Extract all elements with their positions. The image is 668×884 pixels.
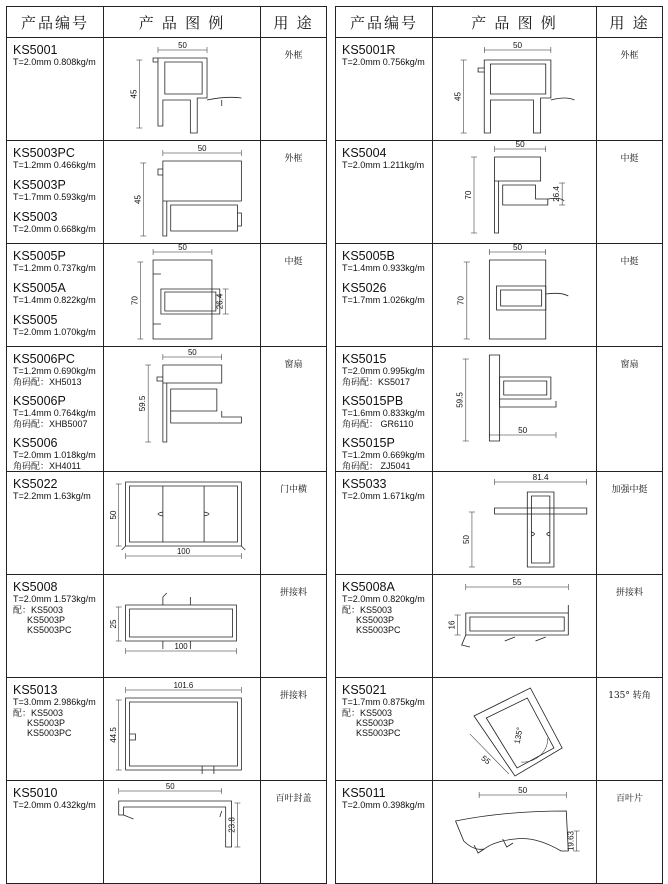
product-row [336, 244, 663, 347]
product-use: 中挺 [597, 141, 663, 244]
dimension-label: 101.6 [173, 680, 194, 691]
mate-profile: 配：KS5003 [13, 708, 64, 718]
product-spec: T=2.0mm 1.573kg/m [13, 594, 96, 604]
dimension-label: 45 [453, 92, 463, 101]
product-code: KS5015PB [342, 394, 404, 408]
product-spec: T=1.4mm 0.822kg/m [13, 295, 96, 305]
corner-piece-note: 角码配：KS5017 [342, 377, 411, 387]
profile-drawing [104, 781, 261, 884]
product-code-cell [336, 347, 433, 472]
dimension-label: 135° [512, 726, 525, 745]
dimension-label: 50 [178, 40, 187, 51]
product-spec: T=1.2mm 0.737kg/m [13, 263, 96, 273]
product-use: 135° 转角 [597, 678, 663, 781]
dimension-label: 55 [479, 753, 493, 767]
profile-cross-section [104, 575, 261, 677]
product-spec: T=1.6mm 0.833kg/m [342, 408, 425, 418]
dimension-label: 19.63 [566, 830, 576, 852]
header-figure: 产 品 图 例 [104, 7, 261, 38]
product-row [336, 347, 663, 472]
product-spec: T=1.7mm 1.026kg/m [342, 295, 425, 305]
dimension-label: 50 [518, 786, 528, 795]
dimension-label: 50 [512, 41, 523, 50]
mate-profile: 配：KS5003 [13, 605, 64, 615]
dimension-label: 50 [461, 535, 471, 544]
product-row [7, 141, 327, 244]
product-use: 窗扇 [261, 347, 327, 472]
product-use: 中挺 [261, 244, 327, 347]
product-spec: T=3.0mm 2.986kg/m [13, 697, 96, 707]
dimension-label: 55 [512, 578, 522, 587]
dimension-label: 81.4 [532, 473, 549, 482]
dimension-label: 100 [176, 546, 191, 557]
product-spec: T=1.4mm 0.933kg/m [342, 263, 425, 273]
product-code: KS5008A [342, 580, 395, 594]
dimension-label: 16 [447, 620, 457, 630]
product-code-cell [7, 678, 104, 781]
product-code-cell [7, 781, 104, 884]
product-row [7, 472, 327, 575]
product-row [7, 781, 327, 884]
product-code-cell [336, 244, 433, 347]
product-row [7, 678, 327, 781]
product-row [336, 38, 663, 141]
dimension-label: 70 [456, 296, 466, 305]
product-code: KS5005A [13, 281, 66, 295]
profile-drawing [104, 141, 261, 244]
dimension-label: 25 [108, 619, 118, 629]
product-spec: T=2.0mm 0.756kg/m [342, 57, 425, 67]
product-use: 拼接料 [597, 575, 663, 678]
profile-drawing [433, 38, 597, 141]
product-row [336, 472, 663, 575]
profile-cross-section [433, 781, 597, 883]
mate-profile: KS5003PC [356, 625, 401, 635]
product-code: KS5005P [13, 249, 66, 263]
product-code: KS5003 [13, 210, 58, 224]
header-use: 用 途 [597, 7, 663, 38]
product-code: KS5010 [13, 786, 58, 800]
mate-profile: 配：KS5003 [342, 605, 393, 615]
mate-profile: 配：KS5003 [342, 708, 393, 718]
profile-drawing [433, 472, 597, 575]
product-code-cell [336, 141, 433, 244]
dimension-label: 50 [187, 347, 197, 358]
dimension-label: 59.5 [138, 395, 148, 412]
profile-drawing [104, 678, 261, 781]
product-code-cell [7, 347, 104, 472]
product-code: KS5005 [13, 313, 58, 327]
profile-cross-section [433, 347, 597, 449]
product-use: 拼接料 [261, 678, 327, 781]
product-row [7, 244, 327, 347]
mate-profile: KS5003P [27, 718, 66, 728]
product-code-cell [336, 472, 433, 575]
profile-drawing [433, 141, 597, 244]
mate-profile: KS5003P [356, 718, 395, 728]
product-row [336, 678, 663, 781]
product-code: KS5006 [13, 436, 58, 450]
profile-cross-section [104, 678, 261, 780]
dimension-label: 50 [512, 244, 523, 252]
dimension-label: 45 [129, 89, 139, 99]
profile-cross-section [104, 38, 261, 140]
profile-drawing [433, 347, 597, 472]
product-spec: T=2.0mm 1.018kg/m [13, 450, 96, 460]
product-use: 外框 [597, 38, 663, 141]
product-spec: T=1.2mm 0.690kg/m [13, 366, 96, 376]
product-row [7, 575, 327, 678]
product-code: KS5015P [342, 436, 395, 450]
product-code: KS5022 [13, 477, 58, 491]
product-use: 外框 [261, 38, 327, 141]
right-product-table [335, 6, 663, 884]
profile-cross-section [433, 244, 597, 346]
profile-cross-section [104, 347, 261, 449]
product-code: KS5021 [342, 683, 387, 697]
product-spec: T=2.0mm 0.995kg/m [342, 366, 425, 376]
product-code: KS5013 [13, 683, 58, 697]
product-code: KS5011 [342, 786, 386, 800]
profile-drawing [104, 472, 261, 575]
corner-piece-note: 角码配： GR6110 [342, 419, 414, 429]
product-use: 门中横 [261, 472, 327, 575]
product-spec: T=2.2mm 1.63kg/m [13, 491, 91, 501]
dimension-label: 50 [108, 510, 118, 520]
product-row [336, 781, 663, 884]
header-use: 用 途 [261, 7, 327, 38]
profile-cross-section [104, 244, 261, 346]
product-spec: T=2.0mm 0.432kg/m [13, 800, 96, 810]
product-code-cell [336, 38, 433, 141]
dimension-label: 70 [130, 296, 140, 305]
profile-cross-section [104, 781, 261, 883]
header-figure: 产 品 图 例 [433, 7, 597, 38]
product-row [336, 141, 663, 244]
product-code-cell [7, 244, 104, 347]
product-use: 百叶片 [597, 781, 663, 884]
product-use: 加强中挺 [597, 472, 663, 575]
profile-cross-section [433, 38, 597, 140]
product-spec: T=2.0mm 1.070kg/m [13, 327, 96, 337]
profile-cross-section [433, 575, 597, 677]
product-spec: T=1.7mm 0.875kg/m [342, 697, 425, 707]
profile-cross-section [433, 141, 597, 243]
product-row [7, 347, 327, 472]
product-code: KS5001 [13, 43, 58, 57]
profile-cross-section [104, 141, 261, 243]
corner-piece-note: 角码配： ZJ5041 [342, 461, 411, 471]
mate-profile: KS5003PC [27, 625, 72, 635]
product-spec: T=2.0mm 0.398kg/m [342, 800, 425, 810]
corner-piece-note: 角码配：XH4011 [13, 461, 81, 471]
product-spec: T=1.2mm 0.466kg/m [13, 160, 96, 170]
dimension-label: 50 [518, 426, 528, 435]
product-row [7, 38, 327, 141]
product-code-cell [7, 141, 104, 244]
profile-drawing [433, 575, 597, 678]
product-code-cell [7, 38, 104, 141]
product-spec: T=1.7mm 0.593kg/m [13, 192, 96, 202]
product-use: 窗扇 [597, 347, 663, 472]
product-spec: T=2.0mm 1.671kg/m [342, 491, 425, 501]
product-code-cell [7, 472, 104, 575]
dimension-label: 23.8 [227, 817, 237, 833]
product-code-cell [7, 575, 104, 678]
profile-drawing [104, 347, 261, 472]
product-spec: T=2.0mm 0.820kg/m [342, 594, 425, 604]
product-code: KS5005B [342, 249, 395, 263]
dimension-label: 44.5 [108, 727, 118, 743]
product-spec: T=2.0mm 0.808kg/m [13, 57, 96, 67]
corner-piece-note: 角码配：XHB5007 [13, 419, 88, 429]
header-code: 产品编号 [7, 7, 104, 38]
product-row [336, 575, 663, 678]
product-code: KS5001R [342, 43, 396, 57]
profile-drawing [433, 781, 597, 884]
dimension-label: 100 [174, 641, 188, 652]
mate-profile: KS5003P [356, 615, 395, 625]
profile-cross-section [433, 472, 597, 574]
product-code: KS5026 [342, 281, 387, 295]
product-code-cell [336, 781, 433, 884]
mate-profile: KS5003PC [356, 728, 401, 738]
profile-drawing [104, 244, 261, 347]
product-code: KS5006P [13, 394, 66, 408]
product-use: 百叶封盖 [261, 781, 327, 884]
product-code: KS5015 [342, 352, 387, 366]
dimension-label: 50 [197, 143, 207, 154]
mate-profile: KS5003PC [27, 728, 72, 738]
product-code: KS5004 [342, 146, 387, 160]
product-code-cell [336, 575, 433, 678]
product-code: KS5003P [13, 178, 66, 192]
profile-drawing [433, 678, 597, 781]
dimension-label: 45 [133, 195, 143, 204]
profile-drawing [433, 244, 597, 347]
mate-profile: KS5003P [27, 615, 66, 625]
product-code: KS5003PC [13, 146, 75, 160]
product-spec: T=2.0mm 0.668kg/m [13, 224, 96, 234]
product-use: 拼接料 [261, 575, 327, 678]
product-spec: T=2.0mm 1.211kg/m [342, 160, 425, 170]
header-code: 产品编号 [336, 7, 433, 38]
dimension-label: 70 [463, 190, 473, 200]
product-spec: T=1.2mm 0.669kg/m [342, 450, 425, 460]
profile-cross-section [433, 678, 597, 780]
dimension-label: 50 [515, 141, 525, 149]
dimension-label: 50 [165, 781, 175, 792]
product-code-cell [336, 678, 433, 781]
dimension-label: 26.4 [551, 186, 562, 202]
dimension-label: 26.4 [215, 293, 225, 310]
dimension-label: 50 [178, 244, 187, 253]
dimension-label: 59.5 [455, 392, 465, 408]
profile-drawing [104, 38, 261, 141]
product-code: KS5006PC [13, 352, 75, 366]
product-use: 外框 [261, 141, 327, 244]
product-use: 中挺 [597, 244, 663, 347]
corner-piece-note: 角码配：XH5013 [13, 377, 82, 387]
product-code: KS5008 [13, 580, 58, 594]
profile-drawing [104, 575, 261, 678]
profile-cross-section [104, 472, 261, 574]
product-spec: T=1.4mm 0.764kg/m [13, 408, 96, 418]
product-code: KS5033 [342, 477, 387, 491]
left-product-table [6, 6, 327, 884]
